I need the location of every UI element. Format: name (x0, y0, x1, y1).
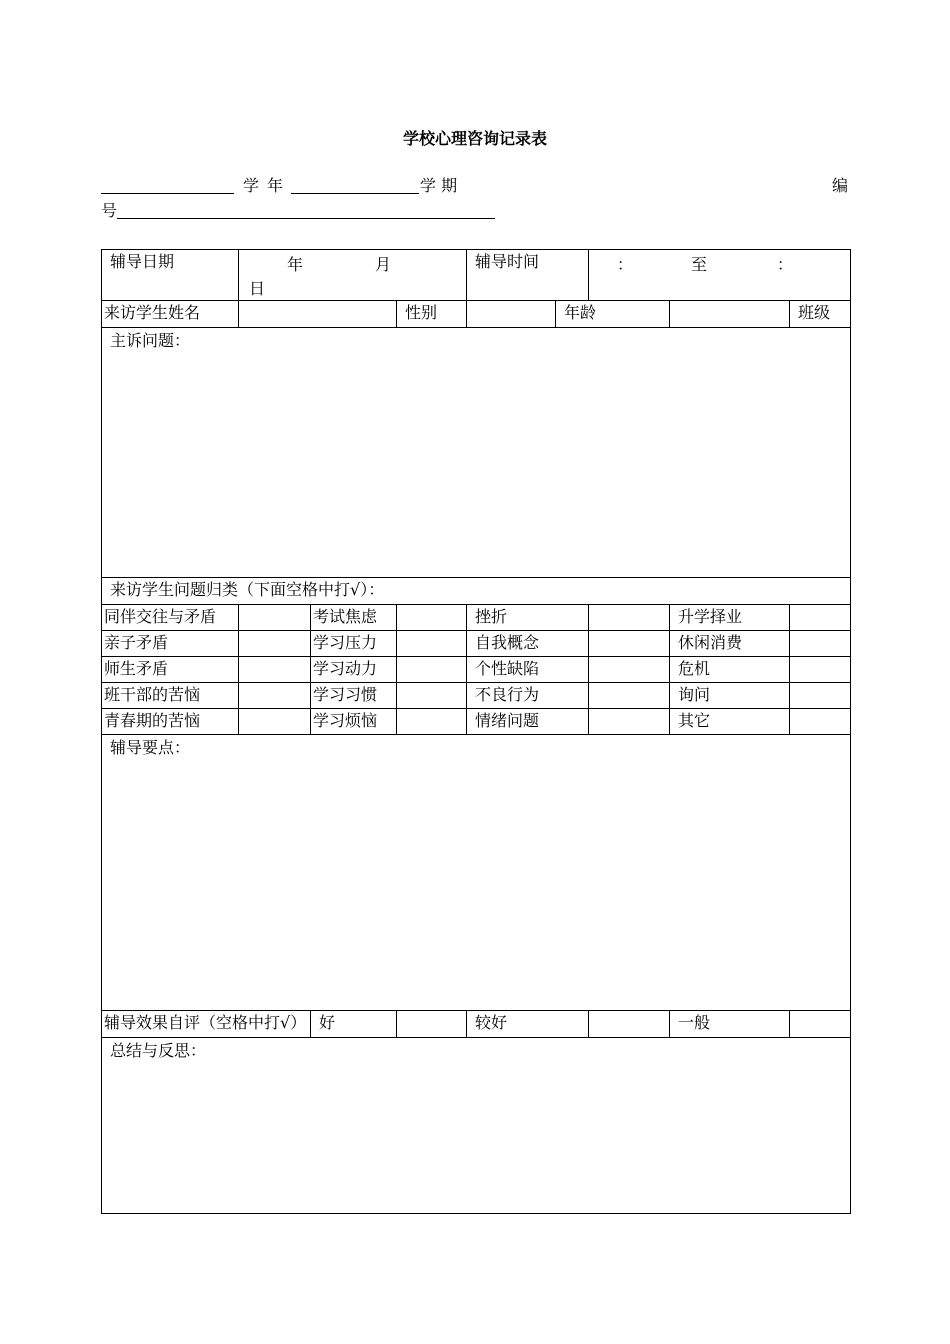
category-row (102, 605, 851, 631)
consultation-record-table (101, 249, 851, 1214)
category-item-label (670, 605, 790, 631)
category-item-label (311, 605, 397, 631)
category-text: 亲子矛盾 (104, 633, 169, 652)
month-label: 月 (375, 255, 392, 274)
category-checkbox[interactable] (239, 683, 311, 709)
day-label: 日 (249, 279, 266, 298)
category-text: 情绪问题 (475, 711, 540, 730)
category-text: 不良行为 (475, 685, 540, 704)
category-checkbox[interactable] (239, 657, 311, 683)
category-item-label (670, 657, 790, 683)
category-item-label (102, 605, 239, 631)
category-checkbox[interactable] (790, 683, 851, 709)
category-text: 升学择业 (678, 607, 743, 626)
time-label-cell (467, 250, 589, 301)
date-label-cell (102, 250, 239, 301)
category-checkbox[interactable] (397, 683, 467, 709)
category-checkbox[interactable] (239, 605, 311, 631)
category-item-label (311, 631, 397, 657)
category-item-label (102, 631, 239, 657)
age-label: 年龄 (564, 303, 597, 322)
category-item-label (311, 657, 397, 683)
category-text: 师生矛盾 (104, 659, 169, 678)
category-row (102, 683, 851, 709)
category-text: 学习动力 (313, 659, 378, 678)
eval-normal-label-cell (670, 1011, 790, 1038)
category-text: 个性缺陷 (475, 659, 540, 678)
category-item-label (467, 683, 589, 709)
class-label: 班级 (798, 303, 831, 322)
category-checkbox[interactable] (589, 631, 670, 657)
gender-field[interactable] (467, 301, 556, 328)
summary-area[interactable] (102, 1038, 851, 1214)
eval-better-checkbox[interactable] (589, 1011, 670, 1038)
evaluation-label: 辅导效果自评（空格中打√） (104, 1013, 307, 1032)
category-item-label (102, 657, 239, 683)
serial-label-hao: 号 (101, 201, 118, 220)
time-value-cell[interactable] (589, 250, 851, 301)
chief-complaint-area[interactable] (102, 328, 851, 578)
category-checkbox[interactable] (397, 631, 467, 657)
row-summary (102, 1038, 851, 1214)
date-value-cell[interactable] (239, 250, 467, 301)
eval-normal-label: 一般 (678, 1013, 711, 1032)
category-checkbox[interactable] (239, 709, 311, 735)
row-student-info (102, 301, 851, 328)
row-date-time (102, 250, 851, 301)
category-checkbox[interactable] (397, 709, 467, 735)
student-name-field[interactable] (239, 301, 397, 328)
category-checkbox[interactable] (790, 605, 851, 631)
row-guidance-points (102, 735, 851, 1011)
category-item-label (102, 683, 239, 709)
row-chief-complaint (102, 328, 851, 578)
serial-label-bian: 编 (832, 176, 849, 195)
category-checkbox[interactable] (397, 605, 467, 631)
category-header-cell (102, 578, 851, 605)
guidance-points-label: 辅导要点： (110, 738, 191, 757)
category-checkbox[interactable] (239, 631, 311, 657)
category-item-label (311, 683, 397, 709)
category-text: 学习习惯 (313, 685, 378, 704)
evaluation-label-cell (102, 1011, 311, 1038)
category-text: 询问 (678, 685, 711, 704)
category-item-label (467, 631, 589, 657)
category-text: 挫折 (475, 607, 508, 626)
category-item-label (467, 709, 589, 735)
date-label: 辅导日期 (110, 252, 175, 271)
eval-good-checkbox[interactable] (397, 1011, 467, 1038)
category-row (102, 657, 851, 683)
category-row (102, 631, 851, 657)
category-item-label (311, 709, 397, 735)
start-time-colon: ： (617, 255, 634, 274)
category-checkbox[interactable] (790, 709, 851, 735)
category-checkbox[interactable] (790, 657, 851, 683)
category-row (102, 709, 851, 735)
category-checkbox[interactable] (589, 683, 670, 709)
time-label: 辅导时间 (475, 252, 540, 271)
guidance-points-area[interactable] (102, 735, 851, 1011)
semester-blank[interactable] (291, 174, 419, 194)
category-text: 考试焦虑 (313, 607, 378, 626)
category-text: 同伴交往与矛盾 (104, 607, 217, 626)
school-year-blank[interactable] (101, 174, 234, 194)
category-checkbox[interactable] (589, 709, 670, 735)
eval-better-label-cell (467, 1011, 589, 1038)
category-item-label (670, 631, 790, 657)
category-item-label (467, 605, 589, 631)
category-text: 班干部的苦恼 (104, 685, 201, 704)
category-text: 自我概念 (475, 633, 540, 652)
category-text: 学习压力 (313, 633, 378, 652)
eval-good-label: 好 (319, 1013, 336, 1032)
gender-label: 性别 (405, 303, 438, 322)
category-item-label (467, 657, 589, 683)
category-text: 其它 (678, 711, 711, 730)
category-item-label (102, 709, 239, 735)
category-item-label (670, 709, 790, 735)
student-name-label-cell (102, 301, 239, 328)
end-time-colon: ： (777, 255, 794, 274)
school-year-label-nian: 年 (267, 176, 284, 195)
to-label: 至 (691, 255, 708, 274)
eval-normal-checkbox[interactable] (790, 1011, 851, 1038)
row-category-header (102, 578, 851, 605)
category-checkbox[interactable] (790, 631, 851, 657)
eval-better-label: 较好 (475, 1013, 508, 1032)
category-header-label: 来访学生问题归类（下面空格中打√）： (110, 580, 385, 599)
category-text: 青春期的苦恼 (104, 711, 201, 730)
category-text: 危机 (678, 659, 711, 678)
age-field[interactable] (670, 301, 790, 328)
semester-label: 学 期 (420, 176, 458, 195)
category-text: 学习烦恼 (313, 711, 378, 730)
class-label-cell (790, 301, 851, 328)
school-year-label-xue: 学 (243, 176, 260, 195)
age-label-cell (556, 301, 670, 328)
category-checkbox[interactable] (589, 657, 670, 683)
student-name-label: 来访学生姓名 (104, 303, 201, 322)
category-checkbox[interactable] (589, 605, 670, 631)
row-evaluation (102, 1011, 851, 1038)
eval-good-label-cell (311, 1011, 397, 1038)
page-title: 学校心理咨询记录表 (402, 129, 547, 148)
category-checkbox[interactable] (397, 657, 467, 683)
chief-complaint-label: 主诉问题： (110, 331, 191, 350)
year-label: 年 (287, 255, 304, 274)
category-item-label (670, 683, 790, 709)
summary-label: 总结与反思： (110, 1041, 207, 1060)
gender-label-cell (397, 301, 467, 328)
serial-number-blank[interactable] (117, 199, 495, 219)
category-text: 休闲消费 (678, 633, 743, 652)
